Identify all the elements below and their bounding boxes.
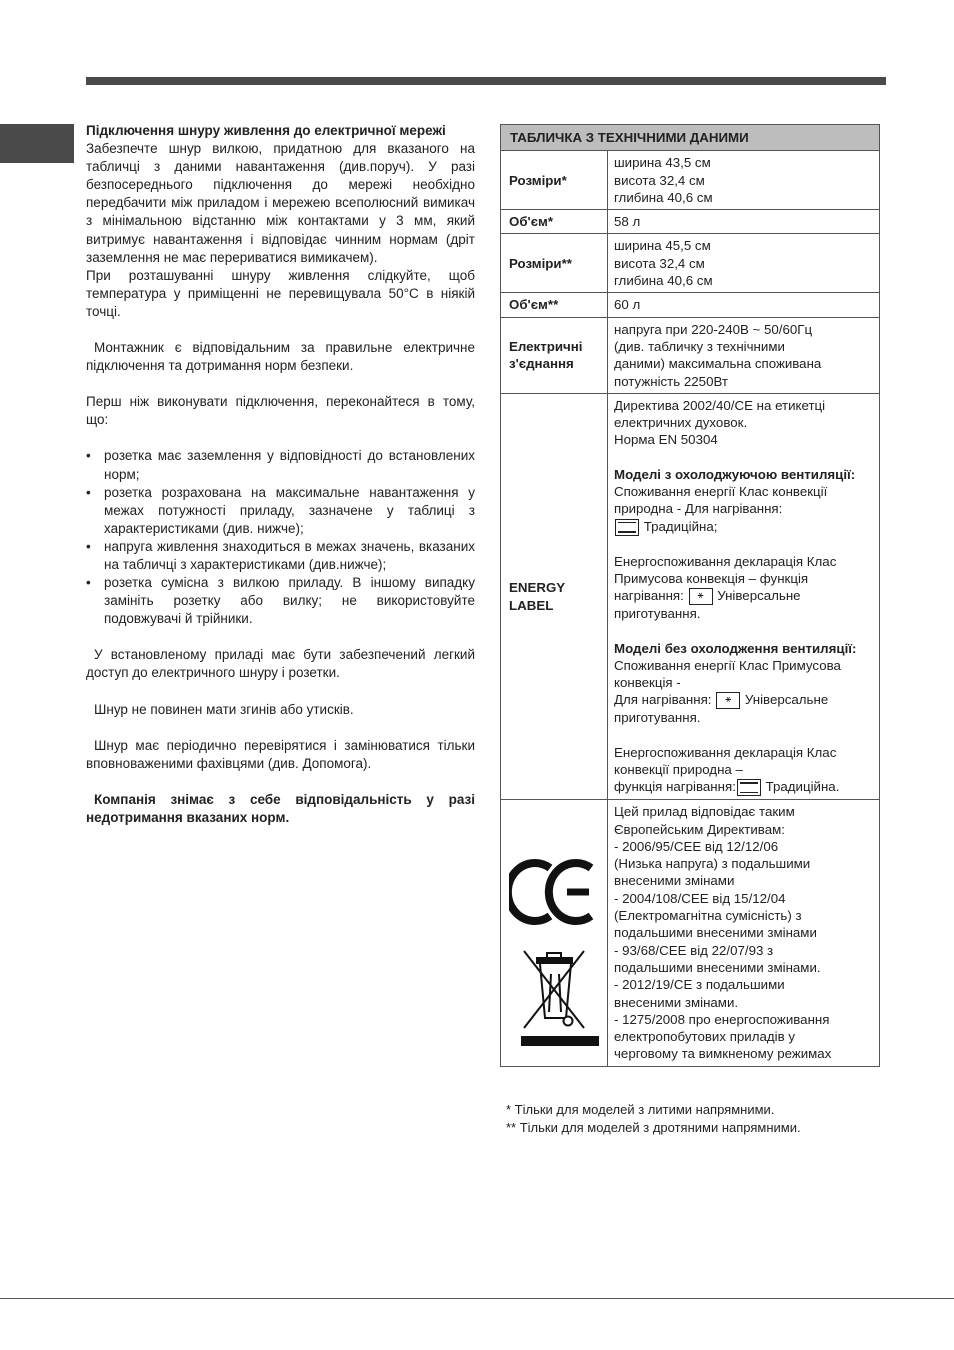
depth-value: глибина 40,6 см <box>614 273 713 289</box>
paragraph-replace: Шнур має періодично перевірятися і замінюватися тільки вповноваженими фахівцями (див. Допомога). <box>86 737 475 771</box>
vol2-label: Об'єм** <box>501 293 608 317</box>
table-row <box>501 234 880 293</box>
ce-mark-icon <box>509 863 591 921</box>
list-item: • розетка сумісна з вилкою приладу. В іншому випадку замініть розетку або вилку; не використовуйте подовжувачі й трійники. <box>86 574 475 628</box>
section-tab <box>0 124 74 163</box>
label-line: з'єднання <box>509 356 574 372</box>
vol1-value: 58 л <box>608 210 880 234</box>
mode-prefix: Для нагрівання: <box>614 692 712 708</box>
table-header: ТАБЛИЧКА З ТЕХНІЧНИМИ ДАНИМИ <box>501 125 880 151</box>
tech-data-table <box>500 124 880 1067</box>
paragraph-access: У встановленому приладі має бути забезпечений легкий доступ до електричного шнуру і розетки. <box>86 647 475 681</box>
value-line: Цей прилад відповідає таким <box>614 804 795 820</box>
mode-label: Універсальне <box>717 588 801 604</box>
mode-label: Традиційна; <box>643 518 718 534</box>
label-line: Електричні <box>509 338 583 354</box>
table-row <box>501 393 880 799</box>
value-line: конвекції природна – <box>614 761 743 777</box>
table-row <box>501 317 880 393</box>
checklist <box>86 447 475 628</box>
paragraph-installer: Монтажник є відповідальним за правильне електричне підключення та дотримання норм безпеки. <box>86 340 475 374</box>
paragraph-plug: Забезпечте шнур вилкою, придатною для вказаного на табличці з даними навантаження (див.поруч). У разі безпосереднього підключення до мережі необхідно передбачити між приладом і мережею всеполюсний вимикач з мінімальною відстанню між контактами у 3 мм, який витримує навантаження і відповідає чинним нормам (дріт заземлення не має перериватися вимикачем). <box>86 141 475 265</box>
value-line: Енергоспоживання декларація Клас <box>614 744 837 760</box>
value-line: потужність 2250Вт <box>614 373 728 389</box>
label-line: LABEL <box>509 597 554 613</box>
value-line <box>614 587 875 605</box>
vol1-label: Об'єм* <box>501 210 608 234</box>
footnotes <box>506 1101 801 1136</box>
table-row <box>501 151 880 210</box>
mode-prefix: функція нагрівання: <box>614 779 736 795</box>
cooled-models-title: Моделі з охолоджуючою вентиляції: <box>614 466 856 482</box>
value-line: Споживання енергії Клас Примусова <box>614 657 841 673</box>
table-row <box>501 293 880 317</box>
value-line: конвекція - <box>614 675 681 691</box>
paragraph-temperature: При розташуванні шнуру живлення слідкуйте, щоб температура у приміщенні не перевищувала 50°С в ніякій точці. <box>86 267 475 319</box>
value-line: подальшими внесеними змінами <box>614 925 817 941</box>
value-line: Споживання енергії Клас конвекції <box>614 484 828 500</box>
electrical-label <box>501 317 608 393</box>
mode-label: Традиційна. <box>765 779 840 795</box>
uncooled-models-title: Моделі без охолодження вентиляції: <box>614 640 857 656</box>
traditional-heating-icon <box>615 519 639 536</box>
value-line: приготування. <box>614 710 701 726</box>
value-line: (Низька напруга) з подальшими <box>614 856 811 872</box>
value-line <box>614 518 875 536</box>
paragraph-check: Перш ніж виконувати підключення, переконайтеся в тому, що: <box>86 394 475 428</box>
value-line: електропобутових приладів у <box>614 1029 795 1045</box>
value-line: (Електромагнітна сумісність) з <box>614 908 802 924</box>
value-line: Примусова конвекція – функція <box>614 570 809 586</box>
value-line: (див. табличку з технічними <box>614 338 785 354</box>
directives-list <box>608 800 880 1066</box>
value-line: електричних духовок. <box>614 415 748 431</box>
value-line: черговому та вимкненому режимах <box>614 1046 832 1062</box>
table-row <box>501 800 880 1066</box>
bottom-rule <box>0 1298 954 1299</box>
width-value: ширина 43,5 см <box>614 155 711 171</box>
height-value: висота 32,4 см <box>614 255 705 271</box>
energy-value <box>608 393 880 799</box>
depth-value: глибина 40,6 см <box>614 189 713 205</box>
dims2-value <box>608 234 880 293</box>
value-line: внесеними змінами. <box>614 994 739 1010</box>
value-line: напруга при 220-240В ~ 50/60Гц <box>614 321 813 337</box>
value-line: - 1275/2008 про енергоспоживання <box>614 1011 830 1027</box>
value-line: - 2012/19/CE з подальшими <box>614 977 785 993</box>
fan-heating-icon: ⚹ <box>689 588 713 605</box>
weee-bin-icon <box>524 951 584 1028</box>
value-line <box>614 778 875 796</box>
fan-heating-icon: ⚹ <box>716 692 740 709</box>
compliance-symbols <box>501 800 608 1066</box>
value-line: подальшими внесеними змінами. <box>614 959 821 975</box>
label-line: ENERGY <box>509 580 566 596</box>
value-line: приготування. <box>614 606 701 622</box>
weee-bar <box>521 1036 599 1046</box>
mode-label: Універсальне <box>744 692 829 708</box>
installation-text <box>86 122 475 827</box>
footnote: ** Тільки для моделей з дротяними напрямними. <box>506 1119 801 1135</box>
height-value: висота 32,4 см <box>614 172 705 188</box>
energy-label <box>501 393 608 799</box>
value-line <box>614 691 875 709</box>
mode-prefix: нагрівання: <box>614 588 684 604</box>
value-line: - 2004/108/CEE від 15/12/04 <box>614 890 786 906</box>
traditional-heating-icon <box>737 779 761 796</box>
top-bar <box>86 77 886 85</box>
value-line: природна - Для нагрівання: <box>614 501 783 517</box>
dims2-label: Розміри** <box>501 234 608 293</box>
value-line: Директива 2002/40/CE на етикетці <box>614 397 826 413</box>
value-line: Норма EN 50304 <box>614 432 718 448</box>
value-line: Європейським Директивам: <box>614 821 785 837</box>
value-line: внесеними змінами <box>614 873 735 889</box>
table-row <box>501 210 880 234</box>
footnote: * Тільки для моделей з литими напрямними. <box>506 1102 775 1117</box>
electrical-value <box>608 317 880 393</box>
value-line: Енергоспоживання декларація Клас <box>614 553 837 569</box>
vol2-value: 60 л <box>608 293 880 317</box>
value-line: даними) максимальна споживана <box>614 356 822 372</box>
paragraph-bends: Шнур не повинен мати згинів або утисків. <box>94 701 354 717</box>
section-title: Підключення шнуру живлення до електричної мережі <box>86 123 446 138</box>
value-line: - 2006/95/CEE від 12/12/06 <box>614 838 779 854</box>
width-value: ширина 45,5 см <box>614 238 711 254</box>
list-item: • розетка розрахована на максимальне навантаження у межах потужності приладу, зазначене у таблиці з характеристиками (див. нижче); <box>86 484 475 538</box>
paragraph-disclaimer: Компанія знімає з себе відповідальність у разі недотримання вказаних норм. <box>86 791 475 825</box>
dims1-value <box>608 151 880 210</box>
list-item: • розетка має заземлення у відповідності до встановлених норм; <box>86 447 475 483</box>
dims1-label: Розміри* <box>501 151 608 210</box>
list-item: • напруга живлення знаходиться в межах значень, вказаних на табличці з характеристиками (див.нижче); <box>86 538 475 574</box>
symbols <box>509 816 599 1046</box>
value-line: - 93/68/CEE від 22/07/93 з <box>614 942 774 958</box>
